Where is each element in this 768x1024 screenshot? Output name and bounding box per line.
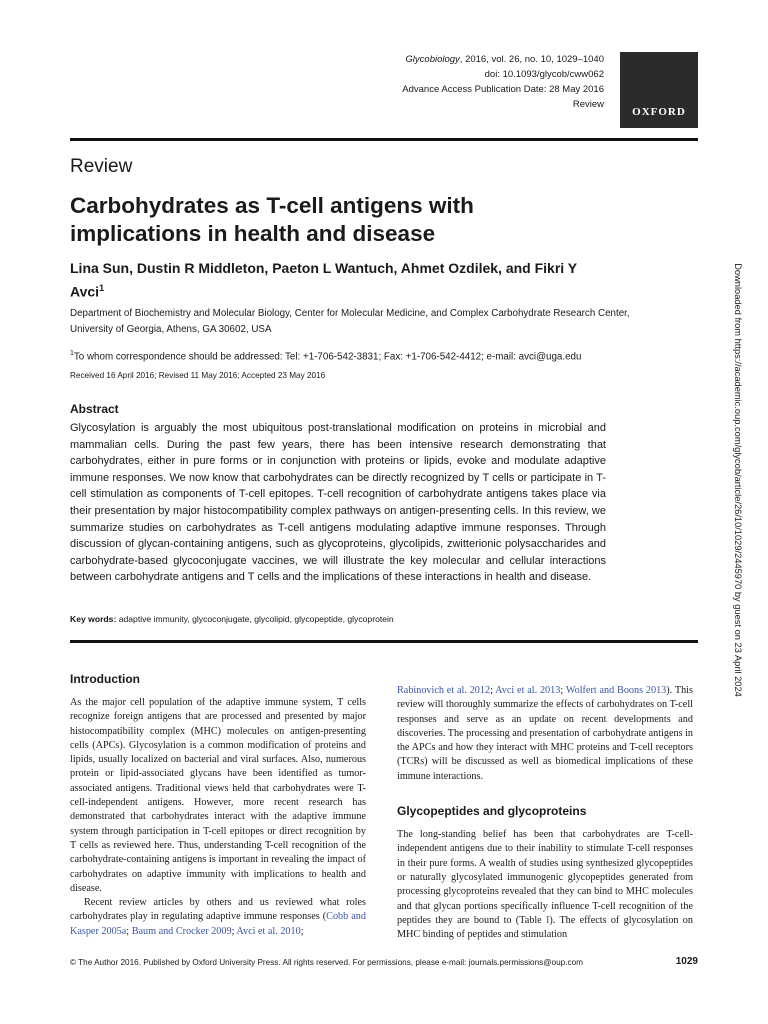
citation-separator: ;: [300, 925, 304, 937]
article-type: Review: [572, 99, 604, 110]
doi: doi: 10.1093/glycob/cww062: [484, 69, 604, 80]
section-heading-glycopeptides: Glycopeptides and glycoproteins: [397, 804, 587, 819]
author-list: [70, 258, 610, 302]
citation-separator: ;: [560, 685, 566, 696]
header-rule: [70, 138, 698, 141]
citation-link-rabinovich[interactable]: Rabinovich et al. 2012: [397, 685, 491, 696]
abstract-heading: Abstract: [70, 402, 119, 416]
article-title: Carbohydrates as T-cell antigens with implications in health and disease: [70, 193, 474, 246]
left-column: [70, 672, 366, 939]
citation-separator: ;: [126, 925, 132, 937]
section-kicker: Review: [70, 156, 133, 177]
abstract-rule: [70, 640, 698, 643]
glycopeptides-paragraph-text: The long-standing belief has been that carbohydrates are T-cell-independent antigens due to their inability to stimulate T-cell responses in their pure forms. A wealth of studies using synthesized glycopeptides or naturally glycosylated immunogenic glycopeptides generated from processing glycoproteins revealed that they can bind to MHC molecules and that glycan portions specifically influence T-cell recognition of the peptides they are bound to (Table: [397, 829, 693, 926]
intro-paragraph-2: [70, 896, 366, 939]
advance-access-date: Advance Access Publication Date: 28 May 2016: [402, 84, 604, 95]
abstract-text: Glycosylation is arguably the most ubiquitous post-translational modification on proteins in microbial and mammalian cells. During the past few years, there has been intensive research demonstrating that carbohydrates, either in pure forms or in conjunction with proteins or lipids, evoke and modulate adaptive immune responses. We now know that carbohydrates can be directly recognized by T cells or participate in T-cell stimulation as components of T-cell epitopes. T-cell recognition of carbohydrate antigens takes place via their presentation by major histocompatibility complex pathways on antigen-presenting cells. In this review, we summarize studies on carbohydrates as T-cell antigens modulating adaptive immune responses. Through discussion of glycan-containing antigens, such as glycoproteins, glycolipids, zwitterionic polysaccharides and carbohydrate-based glycoconjugate vaccines, we will illustrate the key molecular and cellular interactions between carbohydrate antigens and T cells and the implications of these interactions in health and disease.: [70, 422, 606, 584]
intro-paragraph-2-end: ). This review will thoroughly summarize the effects of carbohydrates on T-cell responses and serve as an update on recent developments and discoveries. The processing and presentation of carbohydrate antigens in the APCs and how they interact with MHC proteins and T-cell receptors (TCRs) will be discussed as well as biomedical implications of these immune interactions.: [397, 685, 694, 782]
intro-paragraph-2-text: Recent review articles by others and us reviewed what roles carbohydrates play in regulating adaptive immune responses (: [70, 897, 366, 923]
right-column: [397, 684, 693, 942]
journal-name: Glycobiology: [405, 54, 460, 65]
keywords-list: adaptive immunity, glycoconjugate, glycolipid, glycopeptide, glycoprotein: [116, 614, 394, 624]
intro-paragraph-1: As the major cell population of the adaptive immune system, T cells recognize foreign antigens that are processed and presented by major histocompatibility complex (MHC) molecules on antigen-presenting cells (APCs). Glycosylation is a common modification of proteins and lipids, usually localized on bacterial and viral surfaces. Also, numerous protein or lipid-associated glycans have been identified as tumor-associated antigens. Traditional views held that carbohydrates were T-cell-independent antigens. However, more recent research has demonstrated that carbohydrates interact with the adaptive immune system through participation in T-cell epitopes or direct recognition by T cells as reviewed here. Thus, understanding T-cell recognition of the carbohydrate-containing antigens is important in revealing the impact of carbohydrates on adaptive immunity with implications to health and disease.: [70, 697, 366, 894]
citation-link-avci-2013[interactable]: Avci et al. 2013: [495, 685, 561, 696]
author-names: Lina Sun, Dustin R Middleton, Paeton L Wantuch, Ahmet Ozdilek, and Fikri Y Avci: [70, 260, 577, 300]
journal-citation: [402, 52, 604, 67]
citation-details: , 2016, vol. 26, no. 10, 1029–1040: [459, 54, 604, 65]
citation-link-baum-crocker[interactable]: Baum and Crocker 2009: [131, 925, 232, 937]
table-link-1[interactable]: I: [545, 914, 550, 926]
page-number: 1029: [675, 956, 698, 967]
download-watermark: Downloaded from https://academic.oup.com/glycob/article/26/10/1029/2445970 by guest on 23 April 2024: [733, 263, 743, 697]
correspondence-mark: 1: [70, 350, 74, 357]
keywords: [70, 614, 670, 624]
journal-header: [402, 52, 604, 112]
citation-link-wolfert-boons[interactable]: Wolfert and Boons 2013: [565, 685, 667, 696]
affiliation: Department of Biochemistry and Molecular Biology, Center for Molecular Medicine, and Complex Carbohydrate Research Center, University of Georgia, Athens, GA 30602, USA: [70, 308, 630, 335]
article-dates: Received 16 April 2016; Revised 11 May 2016; Accepted 23 May 2016: [70, 371, 326, 380]
correspondence-text: To whom correspondence should be addressed: Tel: +1-706-542-3831; Fax: +1-706-542-4412; e-mail: avci@uga.edu: [73, 351, 582, 363]
section-heading-introduction: Introduction: [70, 672, 140, 686]
glycopeptides-paragraph-1: [397, 828, 693, 942]
citation-link-cobb-kasper[interactable]: Cobb and Kasper 2005a: [70, 911, 366, 937]
citation-separator: ;: [490, 685, 496, 696]
oxford-logo-text: OXFORD: [632, 106, 686, 118]
citation-link-avci-2010[interactable]: Avci et al. 2010: [236, 925, 301, 937]
correspondence: [70, 347, 670, 364]
glycopeptides-paragraph-end: ). The effects of glycosylation on MHC binding of peptides and stimulation: [397, 914, 693, 941]
intro-paragraph-2-continued: [397, 684, 693, 784]
citation-separator: ;: [231, 925, 237, 937]
oxford-logo: [620, 52, 698, 128]
keywords-label: Key words:: [70, 614, 117, 624]
footer-copyright: © The Author 2016. Published by Oxford University Press. All rights reserved. For permissions, please e-mail: journals.permissions@oup.com: [70, 958, 583, 967]
author-footnote-mark: 1: [99, 283, 105, 293]
